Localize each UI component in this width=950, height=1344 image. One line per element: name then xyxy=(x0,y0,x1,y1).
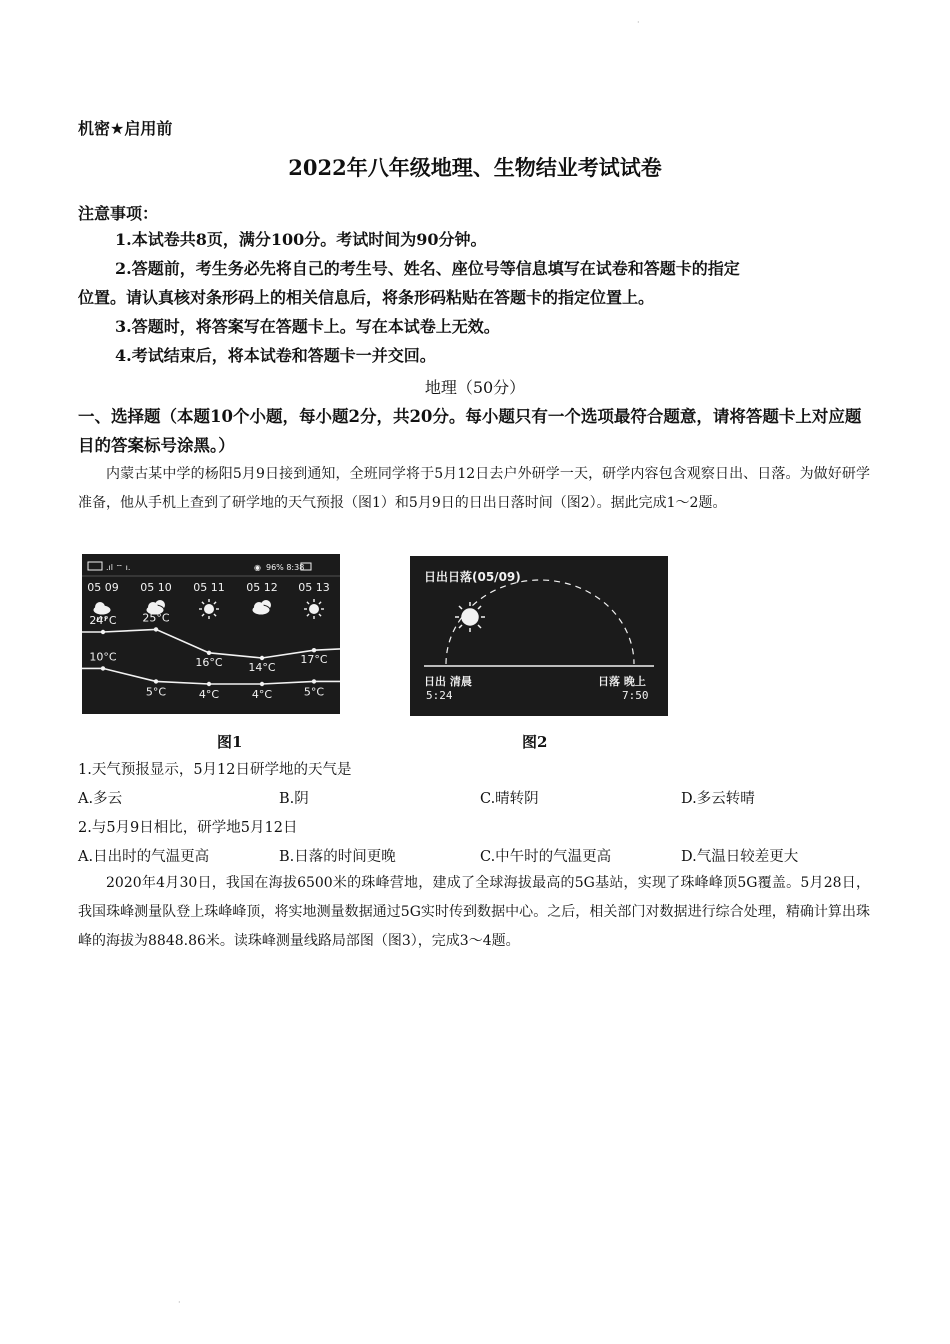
low-temp-label: 5°C xyxy=(303,685,325,699)
notice-item-3: 3.答题时，将答案写在答题卡上。写在本试卷上无效。 xyxy=(115,317,500,336)
notice-heading: 注意事项： xyxy=(78,204,159,223)
question-1-option-a: A.多云 xyxy=(78,791,123,807)
question-2-option-c: C.中午时的气温更高 xyxy=(480,849,612,865)
low-temp-line xyxy=(82,668,340,684)
passage-1: 内蒙古某中学的杨阳5月9日接到通知，全班同学将于5月12日去户外研学一天，研学内容包含观察日出、日落。为做好研学准备，他从手机上查到了研学地的天气预报（图1）和5月9日的日出日落时间（图2）。据此完成1～2题。 xyxy=(78,466,870,511)
passage-2: 2020年4月30日，我国在海拔6500米的珠峰营地，建成了全球海拔最高的5G基站，实现了珠峰峰顶5G覆盖。5月28日，我国珠峰测量队登上珠峰峰顶，将实地测量数据通过5G实时传到数据中心。之后，相关部门对数据进行综合处理，精确计算出珠峰的海拔为8848.86米。读珠峰测量线路局部图（图3），完成3～4题。 xyxy=(78,875,870,949)
question-1-option-d: D.多云转晴 xyxy=(681,791,755,807)
forecast-date: 05 09 xyxy=(87,581,119,594)
confidential-label: 机密★启用前 xyxy=(78,119,173,138)
forecast-date: 05 11 xyxy=(193,581,225,594)
high-temp-label: 25°C xyxy=(142,611,170,625)
sunrise-time: 5:24 xyxy=(426,689,453,702)
figure-1-weather-forecast xyxy=(82,554,340,714)
notice-item-1: 1.本试卷共8页，满分100分。考试时间为90分钟。 xyxy=(115,230,487,249)
notice-item-2: 2.答题前，考生务必先将自己的考生号、姓名、座位号等信息填写在试卷和答题卡的指定 xyxy=(115,259,740,278)
sun-icon xyxy=(455,602,485,632)
forecast-date: 05 12 xyxy=(246,581,278,594)
notice-item-2-cont: 位置。请认真核对条形码上的相关信息后，将条形码粘贴在答题卡的指定位置上。 xyxy=(78,288,655,307)
question-2-option-d: D.气温日较差更大 xyxy=(681,849,799,865)
question-1-option-c: C.晴转阴 xyxy=(480,791,539,807)
figure-2-sunrise-sunset xyxy=(410,556,668,716)
high-temp-label: 24°C xyxy=(89,614,117,627)
figure-2-title: 日出日落(05/09) xyxy=(424,570,521,584)
sun-icon xyxy=(199,599,219,619)
low-temp-label: 10°C xyxy=(89,650,117,664)
low-temp-label: 4°C xyxy=(198,688,220,701)
question-2-stem: 2.与5月9日相比，研学地5月12日 xyxy=(78,820,298,836)
scan-speck: · xyxy=(637,18,640,27)
high-temp-label: 16°C xyxy=(195,655,223,669)
question-2-option-a: A.日出时的气温更高 xyxy=(78,849,210,865)
svg-text:.ıl ⌔ ı.: .ıl ⌔ ı. xyxy=(106,563,131,572)
forecast-date: 05 10 xyxy=(140,581,172,594)
partly-cloudy-icon xyxy=(252,600,271,615)
figure-1-caption: 图1 xyxy=(217,733,243,751)
geography-heading: 地理（50分） xyxy=(424,378,526,397)
question-1-option-b: B.阴 xyxy=(279,791,309,807)
question-2-option-b: B.日落的时间更晚 xyxy=(279,849,396,865)
low-temp-label: 5°C xyxy=(145,685,167,699)
sunrise-label: 日出 清晨 xyxy=(424,675,472,688)
sunset-time: 7:50 xyxy=(622,689,649,702)
question-1-stem: 1.天气预报显示，5月12日研学地的天气是 xyxy=(78,762,352,778)
notice-item-4: 4.考试结束后，将本试卷和答题卡一并交回。 xyxy=(115,346,436,365)
sun-icon xyxy=(304,599,324,619)
svg-text:◉: ◉ xyxy=(254,563,261,572)
status-right: 96% 8:38 xyxy=(266,563,305,572)
high-temp-label: 14°C xyxy=(248,661,276,674)
section-1-instructions: 一、选择题（本题10个小题，每小题2分，共20分。每小题只有一个选项最符合题意，请将答题卡上对应题目的答案标号涂黑。） xyxy=(78,407,862,455)
figure-1-graphic xyxy=(82,554,340,714)
scan-speck: · xyxy=(178,1298,181,1307)
forecast-date: 05 13 xyxy=(298,581,330,594)
exam-title: 2022年八年级地理、生物结业考试试卷 xyxy=(288,155,662,180)
sunset-label: 日落 晚上 xyxy=(598,675,646,688)
figure-2-caption: 图2 xyxy=(522,733,548,751)
low-temp-label: 4°C xyxy=(251,688,273,701)
high-temp-label: 17°C xyxy=(300,653,328,667)
